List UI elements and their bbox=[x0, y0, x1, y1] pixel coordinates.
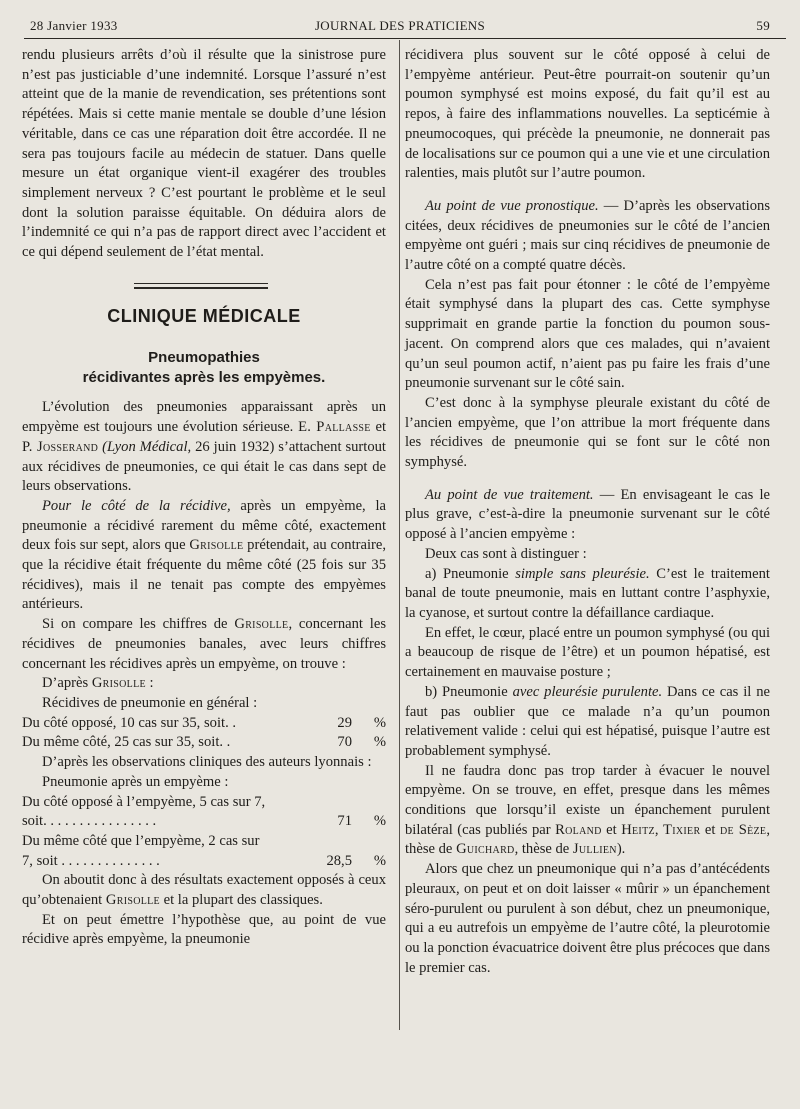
paragraph: Au point de vue traitement. — En envisageant le cas le plus grave, c’est-à-dire la pneumonie survenant sur le côté opposé à l’ancien empyème : bbox=[405, 486, 771, 543]
header-page-number: 59 bbox=[756, 18, 770, 33]
author-name: Tixier bbox=[663, 821, 701, 838]
paragraph: Cela n’est pas fait pour étonner : le côté de l’empyème était symphysé dans la plupart des cas. Cette symphyse supprimait en grande partie la fonction du poumon sous-jacent. On comprend alors que ces malades, qui n’avaient qu’un seul poumon actif, n’aient pas pu faire les frais d’une pneumonie survenant sur le côté sain. bbox=[405, 276, 770, 392]
author-name: Grisolle bbox=[105, 892, 160, 909]
italic-lead: Au point de vue traitement. bbox=[425, 486, 594, 503]
header-date: 28 Janvier 1933 bbox=[30, 18, 118, 33]
journal-citation: (Lyon Médical, bbox=[102, 438, 192, 455]
stats-row: Du côté opposé, 10 cas sur 35, soit. . 29 % bbox=[22, 714, 386, 731]
paragraph: Si on compare les chiffres de Grisolle, concernant les récidives de pneumonies banales, avec leurs chiffres concernant les récidives après un empyème, on trouve : bbox=[22, 616, 387, 672]
article-title bbox=[22, 348, 386, 388]
paragraph: Deux cas sont à distinguer : bbox=[425, 545, 587, 562]
right-column bbox=[405, 46, 770, 978]
paragraph: On aboutit donc à des résultats exactement opposés à ceux qu’obtenaient Grisolle et la plupart des classiques. bbox=[22, 872, 386, 909]
author-name: Roland bbox=[555, 821, 602, 838]
stats-row: soit. . . . . . . . . . . . . . . . 71 % bbox=[22, 813, 386, 830]
paragraph: b) Pneumonie avec pleurésie purulente. Dans ce cas il ne faut pas oublier que ce malade n’a qu’un poumon relativement valide : celui qui est hépatisé, puisque l’autre est probablement symphysé. bbox=[405, 683, 770, 759]
left-column bbox=[22, 46, 386, 950]
italic-lead: Pour le côté de la récidive, bbox=[42, 497, 231, 514]
author-name: Grisolle bbox=[234, 616, 289, 633]
stats-subheading: Pneumonie après un empyème : bbox=[42, 773, 229, 790]
paragraph: En effet, le cœur, placé entre un poumon symphysé (ou qui a beaucoup de risque de l’être) et un poumon hépatisé, est certainement en mauvaise posture ; bbox=[405, 624, 770, 681]
paragraph: Et on peut émettre l’hypothèse que, au point de vue récidive après empyème, la pneumonie bbox=[22, 911, 386, 948]
paragraph: Alors que chez un pneumonique qui n’a pas d’antécédents pleuraux, on peut et on doit laisser « mûrir » un épanchement séro-purulent ou purulent à son début, chez un pneumonique, qui a eu autrefois un empyème de l’autre côté, la pleurotomie ou la ponction évacuatrice doivent être plus précoces que dans le premier cas. bbox=[405, 861, 770, 976]
paragraph: Au point de vue pronostique. — D’après les observations citées, deux récidives de pneumonies sur le côté de l’ancien empyème ont guéri ; mais sur cinq récidives de pneumonie de l’autre côté on a compté quatre décès. bbox=[405, 197, 770, 274]
paragraph: Il ne faudra donc pas trop tarder à évacuer le nouvel empyème. On se trouve, en effet, presque dans les mêmes conditions que lorsqu’il existe un épanchement purulent bilatéral (cas publiés par Roland et Heitz, Tixier et de Sèze, thèse de Guichard, thèse de Jullien). bbox=[405, 762, 770, 858]
grisolle-statistics bbox=[22, 674, 386, 753]
author-name: Guichard bbox=[456, 841, 515, 858]
header-journal-title: JOURNAL DES PRATICIENS bbox=[314, 18, 486, 33]
author-name: Heitz bbox=[621, 821, 655, 838]
author-name: Jullien bbox=[572, 841, 617, 858]
stats-heading: D’après les observations cliniques des auteurs lyonnais : bbox=[42, 754, 372, 771]
stats-heading: D’après Grisolle : bbox=[42, 675, 154, 692]
author-name: de Sèze bbox=[719, 821, 767, 838]
paragraph: a) Pneumonie simple sans pleurésie. C’est le traitement banal de toute pneumonie, mais en luttant contre l’asphyxie, la cyanose, et surtout contre la défaillance cardiaque. bbox=[405, 565, 770, 621]
paragraph: récidivera plus souvent sur le côté opposé à celui de l’empyème antérieur. Peut-être pourrait-on soutenir qu’un poumon symphysé est moins exposé, du fait qu’il est au repos, à faire des inflammations nouvelles. La septicémie à pneumocoques, qui précède la pneumonie, ne donnerait pas de localisations sur ce poumon qui a une vie et une circulation ralenties, mais plutôt sur l’autre poumon. bbox=[405, 47, 770, 182]
author-name: E. Pallasse bbox=[298, 419, 371, 436]
author-name: P. Josserand bbox=[22, 438, 99, 455]
running-header bbox=[30, 16, 770, 38]
stats-row: 7, soit . . . . . . . . . . . . . . 28,5 % bbox=[22, 852, 386, 869]
stats-row-label: Du côté opposé à l’empyème, 5 cas sur 7, bbox=[22, 793, 266, 810]
stats-row-label: Du même côté que l’empyème, 2 cas sur bbox=[22, 832, 260, 849]
section-title: CLINIQUE MÉDICALE bbox=[107, 305, 301, 326]
stats-row: Du même côté, 25 cas sur 35, soit. . 70 % bbox=[22, 734, 386, 751]
author-name: Grisolle bbox=[189, 537, 244, 554]
paragraph: L’évolution des pneumonies apparaissant après un empyème est toujours une évolution sérieuse. E. Pallasse et P. Josserand (Lyon Médical, 26 juin 1932) s’attachent surtout aux récidives de pneumonies, ce qui était le cas dans sept de leurs observations. bbox=[22, 399, 386, 495]
header-rule bbox=[24, 38, 786, 39]
stats-subheading: Récidives de pneumonie en général : bbox=[42, 694, 258, 711]
italic-lead: avec pleurésie purulente. bbox=[512, 683, 663, 700]
italic-lead: Au point de vue pronostique. bbox=[425, 197, 599, 214]
paragraph: C’est donc à la symphyse pleurale existant du côté de l’ancien empyème, que l’on attribue la mort fréquente dans les récidives de pneumonie qui se font sur le côté non symphysé. bbox=[405, 394, 770, 471]
lyon-statistics bbox=[22, 753, 386, 871]
italic-lead: simple sans pleurésie. bbox=[515, 565, 650, 582]
paragraph: Pour le côté de la récidive, après un empyème, la pneumonie a récidivé rarement du même côté, exactement deux fois sur sept, alors que Grisolle prétendait, au contraire, que la récidive était fréquente du même côté (25 fois sur 35 récidives), mais il ne tenait pas compte des empyèmes antérieurs. bbox=[22, 497, 387, 613]
column-divider bbox=[399, 40, 400, 1030]
article-title-line-1: Pneumopathies bbox=[148, 349, 260, 367]
paragraph: rendu plusieurs arrêts d’où il résulte que la sinistrose pure n’est pas justiciable d’une indemnité. Lorsque l’assuré n’est atteint que de la manie de revendication, ses prétentions sont répétées. Mais si cette manie mentale se double d’une lésion véritable, dans ce cas une réparation doit être accordée. Il ne sera pas toujours facile au médecin de statuer. Dans quelle mesure un état organique vient-il exagérer des troubles simplement nerveux ? C’est pourtant le problème et le seul dont la solution paraisse équitable. On déduira alors de l’indemnité ce qui n’a pas de rapport direct avec l’accident et ce qui dépend seulement de l’état mental. bbox=[22, 47, 386, 261]
article-title-line-2: récidivantes après les empyèmes. bbox=[82, 369, 326, 387]
section-separator bbox=[22, 283, 386, 295]
